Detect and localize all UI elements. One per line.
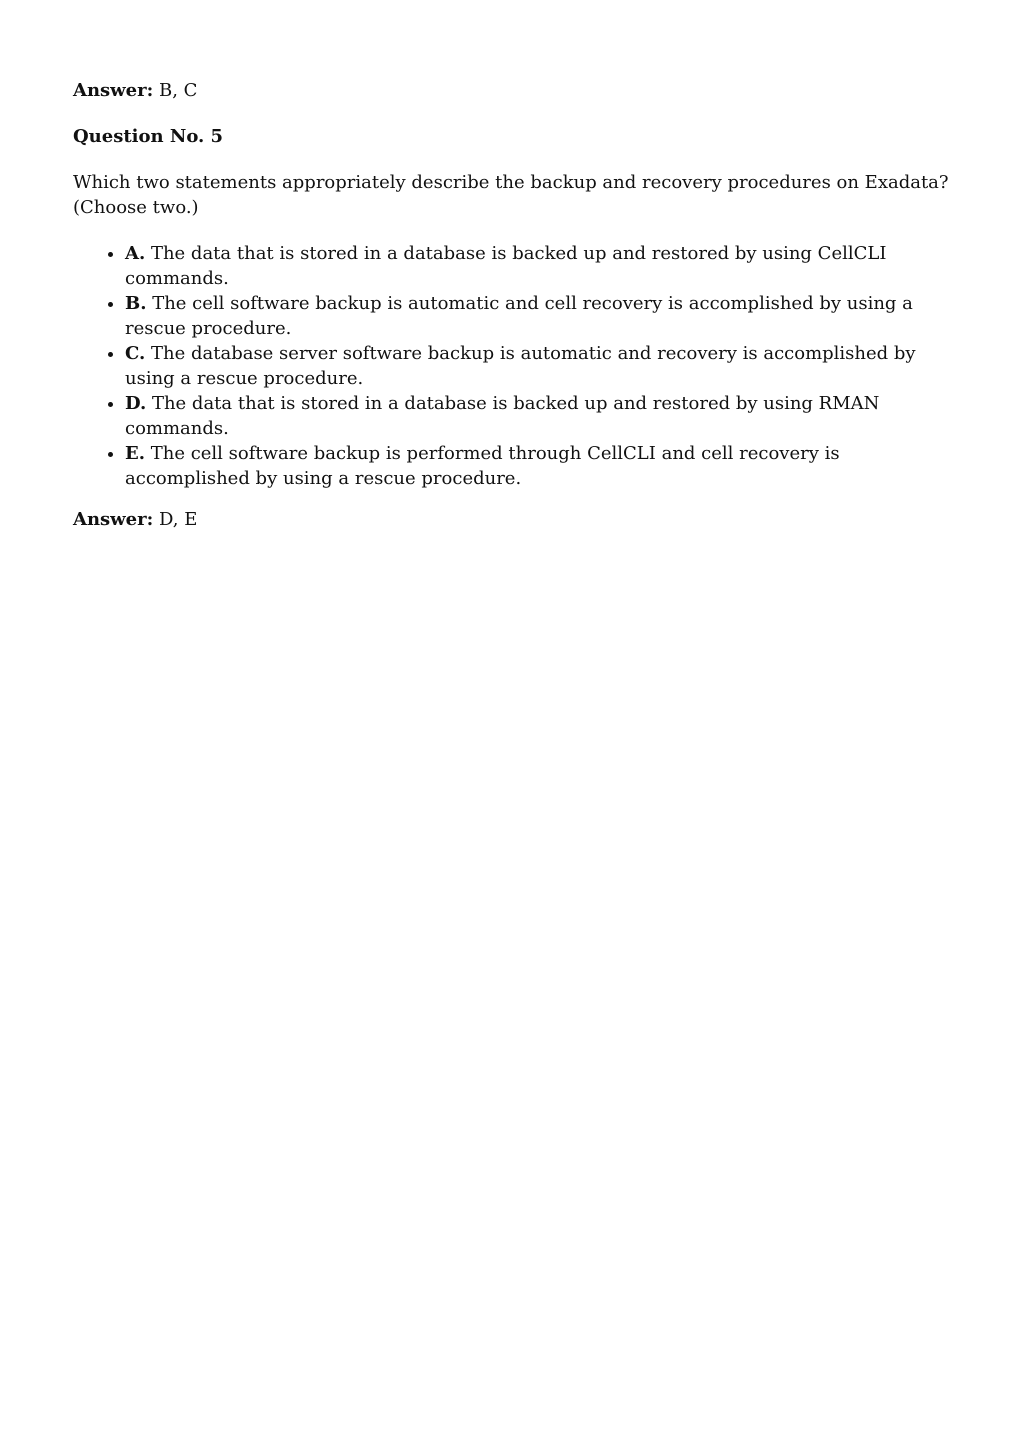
question-text-line-1: Which two statements appropriately describe the backup and recovery procedures on Exadata? <box>73 172 949 193</box>
option-letter: A. <box>125 243 146 264</box>
option-letter: E. <box>125 443 145 464</box>
question-text-line-2: (Choose two.) <box>73 197 199 218</box>
option-text: The data that is stored in a database is backed up and restored by using RMAN commands. <box>125 393 880 439</box>
question-heading: Question No. 5 <box>73 126 224 147</box>
option-letter: D. <box>125 393 147 414</box>
option-letter: B. <box>125 293 147 314</box>
option-b <box>125 291 963 341</box>
option-a <box>125 241 963 291</box>
answer-options-list <box>73 241 963 491</box>
question-text <box>73 170 963 220</box>
option-letter: C. <box>125 343 146 364</box>
option-text: The cell software backup is performed through CellCLI and cell recovery is accomplished by using a rescue procedure. <box>125 443 840 489</box>
previous-answer <box>73 78 963 103</box>
option-c <box>125 341 963 391</box>
option-e <box>125 441 963 491</box>
option-text: The database server software backup is automatic and recovery is accomplished by using a rescue procedure. <box>125 343 916 389</box>
answer <box>73 507 963 532</box>
document-page <box>73 78 963 532</box>
option-text: The cell software backup is automatic and cell recovery is accomplished by using a rescue procedure. <box>125 293 913 339</box>
answer-label: Answer: <box>73 509 154 530</box>
option-d <box>125 391 963 441</box>
answer-value: D, E <box>153 509 198 530</box>
previous-answer-label: Answer: <box>73 80 154 101</box>
option-text: The data that is stored in a database is backed up and restored by using CellCLI commands. <box>125 243 887 289</box>
previous-answer-value: B, C <box>153 80 198 101</box>
